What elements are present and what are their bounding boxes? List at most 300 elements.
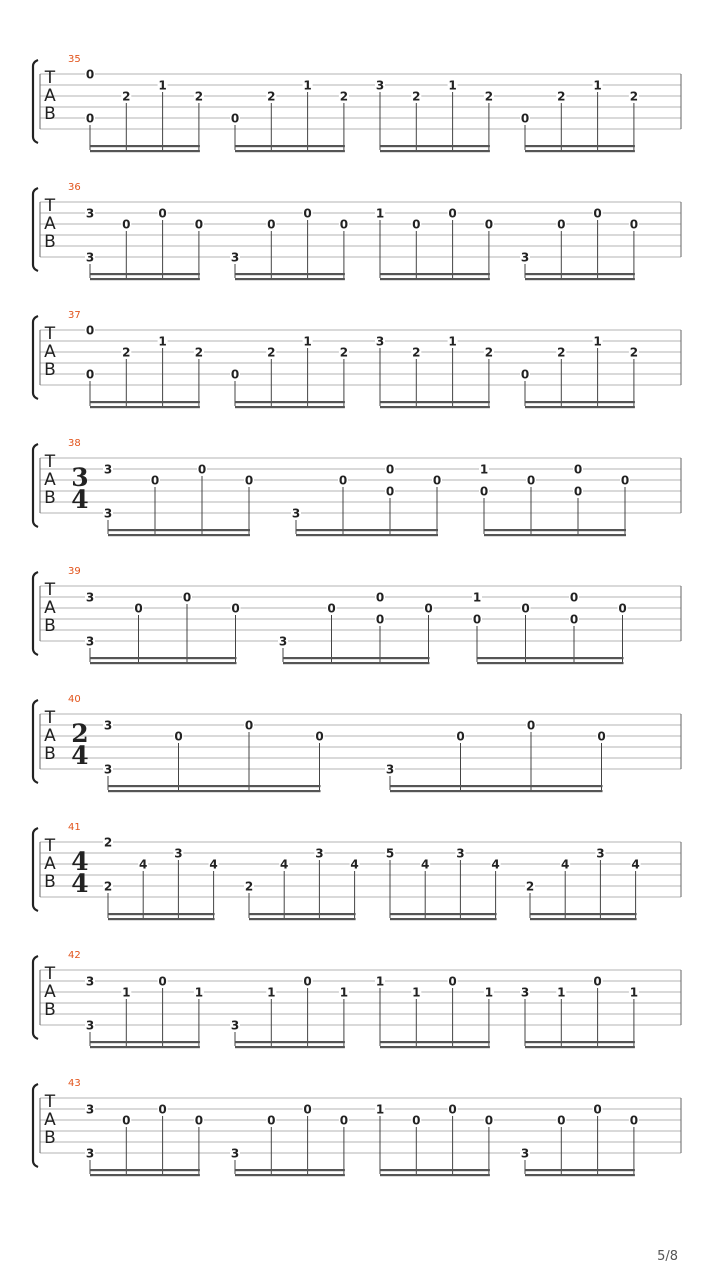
beam-primary [108, 529, 250, 531]
fret-number: 0 [375, 590, 385, 605]
fret-number: 2 [629, 89, 639, 104]
fret-number: 0 [244, 473, 254, 488]
beam-secondary [108, 790, 321, 792]
beam-secondary [380, 1046, 490, 1048]
fret-number: 1 [194, 985, 204, 1000]
fret-number: 3 [291, 506, 301, 521]
time-signature-numerator: 3 [71, 463, 89, 492]
fret-number: 2 [412, 89, 421, 104]
fret-number: 0 [194, 217, 204, 232]
fret-number: 0 [597, 729, 606, 744]
tab-clef-letter: A [44, 1110, 56, 1130]
beam-secondary [390, 918, 497, 920]
fret-number: 0 [629, 217, 639, 232]
beat-group [278, 591, 434, 665]
tab-clef-letter: B [44, 616, 56, 636]
fret-number: 2 [629, 345, 639, 360]
tab-system-39 [33, 566, 681, 664]
fret-number: 0 [412, 1113, 421, 1128]
system-bracket [33, 316, 38, 399]
fret-number: 0 [231, 601, 240, 616]
fret-number: 1 [158, 334, 167, 349]
beam-primary [380, 401, 490, 403]
tab-clef-letter: T [44, 580, 56, 600]
beat-group [85, 207, 204, 281]
beam-secondary [484, 534, 626, 536]
beam-secondary [90, 1174, 200, 1176]
fret-number: 3 [85, 634, 95, 649]
beam-primary [477, 657, 624, 659]
fret-number: 0 [230, 111, 240, 126]
fret-number: 0 [520, 367, 530, 382]
beam-primary [90, 1169, 200, 1171]
tab-clef-letter: A [44, 854, 56, 874]
tab-clef-letter: A [44, 470, 56, 490]
fret-number: 1 [303, 334, 312, 349]
beam-primary [390, 785, 603, 787]
beat-group [85, 1103, 204, 1177]
system-bracket [33, 572, 38, 655]
beat-group [479, 463, 630, 537]
measure-number: 42 [68, 950, 81, 961]
fret-number: 4 [491, 857, 500, 872]
measure-number: 38 [68, 438, 81, 449]
fret-number: 0 [339, 217, 349, 232]
measure-number: 39 [68, 566, 81, 577]
fret-number: 2 [103, 835, 113, 850]
beam-primary [525, 273, 635, 275]
fret-number: 0 [472, 612, 482, 627]
fret-number: 2 [484, 345, 494, 360]
fret-number: 1 [122, 985, 131, 1000]
tab-clef-letter: T [44, 708, 56, 728]
fret-number: 0 [197, 462, 207, 477]
fret-number: 0 [569, 612, 579, 627]
beam-primary [90, 401, 200, 403]
tab-system-35 [33, 54, 681, 152]
tab-system-40 [33, 694, 681, 792]
fret-number: 0 [484, 217, 494, 232]
system-bracket [33, 828, 38, 911]
fret-number: 0 [521, 601, 530, 616]
beam-secondary [235, 150, 345, 152]
beam-primary [525, 401, 635, 403]
beam-secondary [525, 1046, 635, 1048]
beam-primary [530, 913, 637, 915]
fret-number: 0 [338, 473, 348, 488]
beam-primary [235, 273, 345, 275]
fret-number: 2 [244, 879, 254, 894]
beat-group [375, 975, 494, 1049]
beat-group [244, 847, 360, 921]
fret-number: 1 [412, 985, 421, 1000]
fret-number: 0 [327, 601, 336, 616]
beam-secondary [249, 918, 356, 920]
fret-number: 3 [103, 718, 113, 733]
tab-clef-letter: A [44, 598, 56, 618]
fret-number: 3 [230, 1018, 240, 1033]
fret-number: 0 [432, 473, 442, 488]
fret-number: 1 [448, 334, 457, 349]
beam-primary [390, 913, 497, 915]
beat-group [520, 335, 639, 409]
beam-primary [380, 145, 490, 147]
time-signature-numerator: 4 [71, 847, 89, 876]
measure-number: 37 [68, 310, 81, 321]
fret-number: 3 [230, 1146, 240, 1161]
beat-group [103, 463, 254, 537]
fret-number: 0 [484, 1113, 494, 1128]
fret-number: 3 [520, 250, 530, 265]
fret-number: 0 [182, 590, 192, 605]
fret-number: 0 [244, 718, 254, 733]
beat-group [375, 207, 494, 281]
fret-number: 3 [85, 250, 95, 265]
beat-group [375, 1103, 494, 1177]
fret-number: 4 [350, 857, 359, 872]
beat-group [85, 591, 241, 665]
fret-number: 0 [557, 1113, 566, 1128]
system-bracket [33, 444, 38, 527]
fret-number: 0 [134, 601, 143, 616]
tab-clef-letter: T [44, 836, 56, 856]
beat-group [520, 79, 639, 153]
beam-secondary [525, 406, 635, 408]
fret-number: 0 [456, 729, 465, 744]
tab-clef-letter: B [44, 104, 56, 124]
beam-primary [235, 1041, 345, 1043]
fret-number: 0 [303, 974, 312, 989]
tab-system-38 [33, 438, 681, 536]
tab-clef-letter: A [44, 726, 56, 746]
fret-number: 1 [158, 78, 167, 93]
tab-system-41 [33, 822, 681, 920]
fret-number: 0 [385, 462, 395, 477]
fret-number: 0 [303, 206, 312, 221]
beat-group [230, 207, 349, 281]
fret-number: 2 [267, 89, 276, 104]
beam-secondary [390, 790, 603, 792]
time-signature-numerator: 2 [71, 719, 89, 748]
fret-number: 2 [103, 879, 113, 894]
fret-number: 3 [85, 1018, 95, 1033]
fret-number: 1 [375, 974, 385, 989]
beam-secondary [235, 1174, 345, 1176]
beam-primary [296, 529, 438, 531]
beam-primary [525, 1169, 635, 1171]
fret-number: 3 [174, 846, 183, 861]
fret-number: 3 [520, 1146, 530, 1161]
fret-number: 1 [339, 985, 349, 1000]
beam-secondary [477, 662, 624, 664]
fret-number: 2 [267, 345, 276, 360]
beam-primary [90, 1041, 200, 1043]
fret-number: 1 [557, 985, 566, 1000]
beam-primary [380, 1169, 490, 1171]
beat-group [103, 836, 219, 921]
tab-clef-letter: T [44, 196, 56, 216]
tab-clef-letter: T [44, 324, 56, 344]
tab-clef-letter: A [44, 342, 56, 362]
beam-primary [235, 401, 345, 403]
fret-number: 0 [194, 1113, 204, 1128]
beam-primary [525, 145, 635, 147]
beat-group [291, 463, 442, 537]
beat-group [230, 79, 349, 153]
fret-number: 4 [280, 857, 289, 872]
system-bracket [33, 956, 38, 1039]
beam-primary [90, 657, 237, 659]
beam-secondary [296, 534, 438, 536]
fret-number: 0 [158, 206, 167, 221]
beam-secondary [235, 278, 345, 280]
tab-clef-letter: T [44, 452, 56, 472]
fret-number: 2 [484, 89, 494, 104]
tab-clef-letter: B [44, 360, 56, 380]
beam-primary [108, 785, 321, 787]
system-bracket [33, 188, 38, 271]
fret-number: 0 [593, 974, 602, 989]
beam-secondary [235, 406, 345, 408]
fret-number: 1 [593, 334, 602, 349]
beat-group [520, 975, 639, 1049]
fret-number: 0 [557, 217, 566, 232]
beat-group [525, 847, 641, 921]
fret-number: 5 [385, 846, 395, 861]
fret-number: 3 [103, 506, 113, 521]
fret-number: 2 [122, 345, 131, 360]
beam-secondary [525, 1174, 635, 1176]
tab-clef-letter: B [44, 872, 56, 892]
beat-group [375, 335, 494, 409]
fret-number: 0 [303, 1102, 312, 1117]
system-bracket [33, 700, 38, 783]
fret-number: 2 [339, 89, 349, 104]
beat-group [103, 719, 325, 793]
beat-group [385, 719, 607, 793]
beam-secondary [108, 918, 215, 920]
fret-number: 4 [631, 857, 640, 872]
fret-number: 1 [593, 78, 602, 93]
fret-number: 0 [122, 217, 131, 232]
fret-number: 0 [85, 367, 95, 382]
fret-number: 1 [629, 985, 639, 1000]
fret-number: 0 [629, 1113, 639, 1128]
fret-number: 2 [412, 345, 421, 360]
beam-primary [380, 1041, 490, 1043]
fret-number: 2 [194, 345, 204, 360]
fret-number: 0 [479, 484, 489, 499]
beat-group [520, 207, 639, 281]
page-number: 5/8 [657, 1249, 678, 1264]
tab-system-37 [33, 310, 681, 408]
fret-number: 0 [158, 1102, 167, 1117]
beam-secondary [108, 534, 250, 536]
fret-number: 1 [267, 985, 276, 1000]
beam-secondary [530, 918, 637, 920]
beam-secondary [235, 1046, 345, 1048]
fret-number: 3 [596, 846, 605, 861]
fret-number: 0 [85, 323, 95, 338]
fret-number: 0 [230, 367, 240, 382]
tab-clef-letter: B [44, 1000, 56, 1020]
fret-number: 0 [569, 590, 579, 605]
measure-number: 40 [68, 694, 81, 705]
beat-group [375, 79, 494, 153]
fret-number: 3 [85, 206, 95, 221]
fret-number: 0 [375, 612, 385, 627]
beam-secondary [380, 1174, 490, 1176]
tab-clef-letter: A [44, 214, 56, 234]
fret-number: 2 [557, 89, 566, 104]
fret-number: 0 [573, 462, 583, 477]
beam-secondary [380, 150, 490, 152]
beam-primary [90, 273, 200, 275]
fret-number: 2 [194, 89, 204, 104]
beam-secondary [90, 150, 200, 152]
fret-number: 0 [85, 111, 95, 126]
fret-number: 0 [520, 111, 530, 126]
time-signature-denominator: 4 [71, 741, 89, 770]
fret-number: 3 [85, 1146, 95, 1161]
beam-secondary [90, 1046, 200, 1048]
beat-group [472, 591, 628, 665]
beam-secondary [90, 406, 200, 408]
beam-secondary [525, 278, 635, 280]
beam-primary [283, 657, 430, 659]
fret-number: 4 [209, 857, 218, 872]
beam-secondary [380, 278, 490, 280]
beam-primary [235, 1169, 345, 1171]
fret-number: 4 [139, 857, 148, 872]
tab-clef-letter: B [44, 488, 56, 508]
system-bracket [33, 60, 38, 143]
fret-number: 0 [174, 729, 183, 744]
fret-number: 2 [525, 879, 535, 894]
tab-system-36 [33, 182, 681, 280]
fret-number: 4 [421, 857, 430, 872]
fret-number: 2 [339, 345, 349, 360]
tab-system-42 [33, 950, 681, 1048]
fret-number: 0 [526, 718, 536, 733]
system-bracket [33, 1084, 38, 1167]
fret-number: 0 [448, 206, 457, 221]
beat-group [85, 68, 204, 153]
fret-number: 1 [472, 590, 482, 605]
measure-number: 41 [68, 822, 81, 833]
fret-number: 3 [375, 334, 385, 349]
fret-number: 3 [103, 462, 113, 477]
fret-number: 0 [424, 601, 433, 616]
fret-number: 3 [278, 634, 288, 649]
fret-number: 0 [267, 1113, 276, 1128]
fret-number: 0 [158, 974, 167, 989]
fret-number: 1 [375, 1102, 385, 1117]
beat-group [385, 847, 501, 921]
beat-group [230, 1103, 349, 1177]
fret-number: 1 [375, 206, 385, 221]
fret-number: 3 [103, 762, 113, 777]
fret-number: 0 [339, 1113, 349, 1128]
fret-number: 0 [448, 1102, 457, 1117]
fret-number: 3 [85, 1102, 95, 1117]
time-signature-denominator: 4 [71, 485, 89, 514]
beam-secondary [283, 662, 430, 664]
beam-primary [108, 913, 215, 915]
fret-number: 0 [620, 473, 630, 488]
fret-number: 3 [456, 846, 465, 861]
measure-number: 36 [68, 182, 81, 193]
fret-number: 1 [484, 985, 494, 1000]
fret-number: 0 [267, 217, 276, 232]
fret-number: 1 [448, 78, 457, 93]
beam-secondary [90, 662, 237, 664]
fret-number: 3 [230, 250, 240, 265]
fret-number: 3 [85, 590, 95, 605]
fret-number: 3 [315, 846, 324, 861]
fret-number: 0 [526, 473, 536, 488]
fret-number: 0 [593, 206, 602, 221]
fret-number: 0 [412, 217, 421, 232]
fret-number: 0 [573, 484, 583, 499]
tab-clef-letter: A [44, 982, 56, 1002]
beam-primary [249, 913, 356, 915]
fret-number: 2 [122, 89, 131, 104]
time-signature-denominator: 4 [71, 869, 89, 898]
fret-number: 0 [122, 1113, 131, 1128]
beam-primary [380, 273, 490, 275]
fret-number: 0 [618, 601, 627, 616]
tab-clef-letter: B [44, 232, 56, 252]
fret-number: 1 [303, 78, 312, 93]
fret-number: 0 [315, 729, 324, 744]
fret-number: 3 [385, 762, 395, 777]
measure-number: 43 [68, 1078, 81, 1089]
tab-clef-letter: B [44, 744, 56, 764]
tab-clef-letter: B [44, 1128, 56, 1148]
beam-primary [484, 529, 626, 531]
beat-group [230, 975, 349, 1049]
beam-secondary [380, 406, 490, 408]
fret-number: 3 [375, 78, 385, 93]
tab-clef-letter: T [44, 68, 56, 88]
fret-number: 3 [85, 974, 95, 989]
fret-number: 0 [448, 974, 457, 989]
fret-number: 3 [520, 985, 530, 1000]
tab-clef-letter: T [44, 1092, 56, 1112]
fret-number: 0 [593, 1102, 602, 1117]
fret-number: 2 [557, 345, 566, 360]
tab-clef-letter: A [44, 86, 56, 106]
fret-number: 0 [385, 484, 395, 499]
beat-group [85, 324, 204, 409]
measure-number: 35 [68, 54, 81, 65]
tab-clef-letter: T [44, 964, 56, 984]
beam-primary [525, 1041, 635, 1043]
tab-system-43 [33, 1078, 681, 1176]
fret-number: 0 [150, 473, 160, 488]
beat-group [85, 975, 204, 1049]
beat-group [520, 1103, 639, 1177]
fret-number: 4 [561, 857, 570, 872]
beam-primary [90, 145, 200, 147]
fret-number: 0 [85, 67, 95, 82]
beam-secondary [90, 278, 200, 280]
beat-group [230, 335, 349, 409]
fret-number: 1 [479, 462, 489, 477]
beam-primary [235, 145, 345, 147]
beam-secondary [525, 150, 635, 152]
